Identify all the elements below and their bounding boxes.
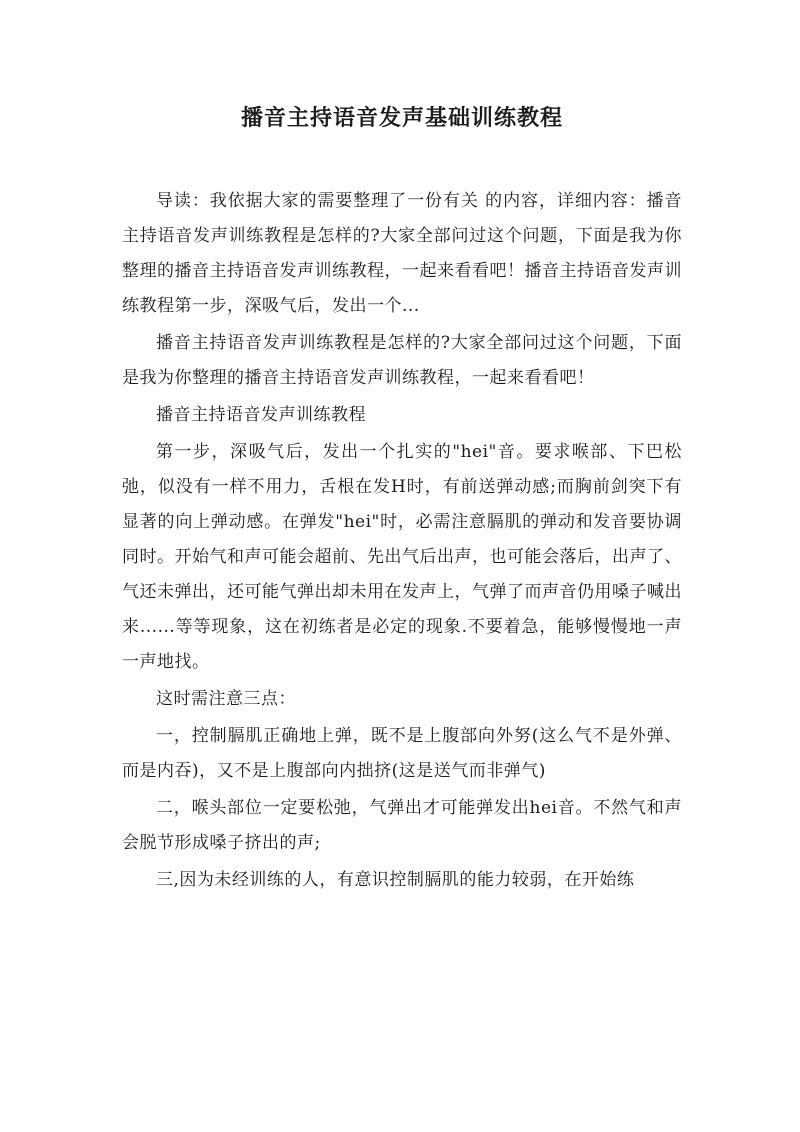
paragraph-point-two: 二，喉头部位一定要松弛，气弹出才可能弹发出hei音。不然气和声会脱节形成嗓子挤出的声; bbox=[122, 798, 682, 853]
paragraph-point-one: 一，控制膈肌正确地上弹，既不是上腹部向外努(这么气不是外弹、而是内吞)，又不是上腹部向内拙挤(这是送气而非弹气) bbox=[122, 726, 682, 781]
paragraph-subheading: 播音主持语音发声训练教程 bbox=[156, 405, 366, 425]
document-body bbox=[122, 184, 682, 898]
paragraph-three-points: 这时需注意三点： bbox=[156, 689, 296, 709]
document-title: 播音主持语音发声基础训练教程 bbox=[240, 105, 563, 131]
paragraph-intro: 导读：我依据大家的需要整理了一份有关 的内容，详细内容：播音主持语音发声训练教程是怎样的?大家全部问过这个问题，下面是我为你整理的播音主持语音发声训练教程，一起来看看吧！播音主持语音发声训练教程第一步，深吸气后，发出一个... bbox=[122, 191, 682, 316]
paragraph-step-one: 第一步，深吸气后，发出一个扎实的"hei"音。要求喉部、下巴松弛，似没有一样不用力，舌根在发H时，有前送弹动感;而胸前剑突下有显著的向上弹动感。在弹发"hei"时，必需注意膈肌的弹动和发音要协调同时。开始气和声可能会超前、先出气后出声，也可能会落后，出声了、气还未弹出，还可能气弹出却未用在发声上，气弹了而声音仍用嗓子喊出来......等等现象，这在初练者是必定的现象.不要着急，能够慢慢地一声一声地找。 bbox=[122, 442, 682, 672]
paragraph-point-three: 三,因为未经训练的人，有意识控制膈肌的能力较弱，在开始练 bbox=[156, 870, 635, 890]
paragraph-summary: 播音主持语音发声训练教程是怎样的?大家全部问过这个问题，下面是我为你整理的播音主持语音发声训练教程，一起来看看吧！ bbox=[122, 333, 682, 388]
